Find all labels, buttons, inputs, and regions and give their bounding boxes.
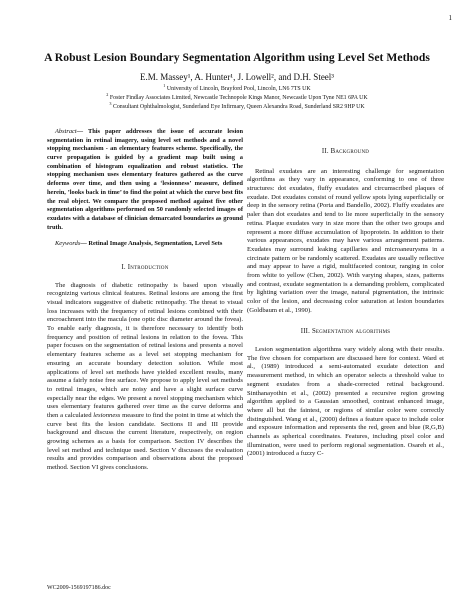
section-numeral: III. [300,328,311,336]
abstract [47,128,243,232]
abstract-dash: — [76,128,88,135]
section-heading-background [247,148,444,157]
section-title: Segmentation algorithms [311,328,391,336]
paper-title: A Robust Lesion Boundary Segmentation Algorithm using Level Set Methods [44,51,430,64]
affiliation [0,92,474,102]
left-column [47,128,243,473]
background-body [247,168,444,316]
keywords-label: Keywords [55,240,81,248]
right-column [247,128,444,459]
section-heading-introduction [47,264,243,273]
introduction-text: measure to find the point in time at which the curve best fits the lesion candidate. Sections II and III provide background and discuss the current literature, respectively, on region growing schemes as a basis for comparison. Section IV describes the level set method and technique used. Section V discusses the evaluation results and provides comparison and observations about the proposed method. Section VI gives conclusions. [47,411,243,472]
affiliation [0,101,474,111]
page-number: 1 [448,14,452,22]
affiliation-text: Consultant Ophthalmologist, Sunderland Eye Infirmary, Queen Alexandra Road, Sunderland SR2 9HP UK [112,104,365,110]
segmentation-text: Lesion segmentation algorithms vary widely along with their results. The five chosen for comparison are discussed here for context. Ward et al., (1989) introduced a semi-automated exudate detection and measurement method, in which an operator selects a threshold value to segment exudates from a shade-corrected retinal background. Sinthanayothin et al., (2002) presented a recursive region growing algorithm applied to a Gaussian smoothed, contrast enhanced image, where all but the faintest, or regions of similar color were correctly distinguished. Wang et al., (2000) defines a feature space to include color and exposure information and represents the red, green and blue (R,G,B) channels as spherical coordinates. Features, including pixel color and illumination, were used to perform regional segmentation. Osareh et al., (2001) introduced a fuzzy C- [247,346,444,458]
affiliation [0,83,474,93]
introduction-body [47,282,243,473]
affiliation-text: University of Lincoln, Brayford Pool, Lincoln, LN6 7TS UK [166,86,311,92]
section-heading-segmentation [247,328,444,337]
keywords [47,240,243,249]
introduction-text: The diagnosis of diabetic retinopathy is based upon visually recognizing various clinical features. Retinal lesions are among the first visual indicators suggestive of diabetic retinopathy. The threat to visual loss increases with the frequency of retinal lesions combined with their encroachment into the macula (one optic disc diameter around the fovea). To enable early diagnosis, it is therefore necessary to identify both frequency and position of retinal lesions in relation to the fovea. This paper focuses on the segmentation of retinal lesions and presents a novel elementary features scheme as a level set stopping mechanism for ensuring an accurate boundary detection solution. While most applications of level set methods have yielded excellent results, many assume a fairly noise free surface. We propose to apply level set methods to retinal images, which are noisy and have a slight surface curve especially near the edges. We present a novel stopping mechanism which uses elementary features gathered over time as the curve deforms and then a calculated [47,281,243,419]
section-title: Background [330,148,370,155]
affiliation-number: 3 [109,101,112,107]
keywords-dash: — [80,240,89,248]
segmentation-body [247,346,444,459]
affiliation-text: Foster Findlay Associates Limited, Newcastle Technopole Kings Manor, Newcastle Upon Tyne NE1 6PA UK [109,95,368,101]
keywords-text: Retinal Image Analysis, Segmentation, Level Sets [88,240,223,248]
section-numeral: II. [321,148,329,155]
section-title: Introduction [127,263,169,271]
introduction-emphasis: lesionness [93,411,121,419]
section-numeral: I. [121,263,126,271]
abstract-label: Abstract [55,128,77,135]
footer-filename: WC2009-1569197186.doc [47,585,111,591]
author-list: E.M. Massey¹, A. Hunter¹, J. Lowell², and D.H. Steel³ [139,72,335,82]
affiliation-number: 1 [163,83,166,89]
abstract-text: This paper addresses the issue of accurate lesion segmentation in retinal imagery, using level set methods and a novel stopping mechanism - an elementary features scheme. Specifically, the curve propagation is guided by a gradient map built using a combination of histogram equalization and robust statistics. The stopping mechanism uses elementary features gathered as the curve deforms over time, and then using a ‘lesionness’ measure, defined herein, ’looks back in time’ to find the point at which the curve best fits the real object. We compare the proposed method against five other segmentation algorithms performed on 50 randomly selected images of exudates with a database of clinician demarcated boundaries as ground truth. [47,128,244,231]
affiliation-number: 2 [106,92,109,98]
background-text: Retinal exudates are an interesting challenge for segmentation algorithms as they vary in appearance, conforming to one of three structures: dot exudates, fluffy exudates and circumscribed plaques of exudate. Dot exudates consist of round yellow spots lying superficially or deep in the sensory retina (Porta and Bandello, 2002). Fluffy exudates are paler than dot exudates and tend to lie more superficially in the sensory retina. Plaque exudates vary in size more than the other two groups and represent a more diffuse accumulation of lipoprotein. In addition to their various appearances, exudates may have various arrangement patterns. Exudates may surround leaking capillaries and microaneurysms in a circinate pattern or be randomly scattered. Exudates are usually reflective and may appear to have a rigid, multifaceted contour, ranging in color from white to yellow (Chen, 2002). With varying shapes, sizes, patterns and contrast, exudate segmentation is a demanding problem, complicated by lighting variation over the image, natural pigmentation, the intrinsic color of the lesion, and decreasing color saturation at lesion boundaries (Goldbaum et al., 1990). [247,167,444,314]
